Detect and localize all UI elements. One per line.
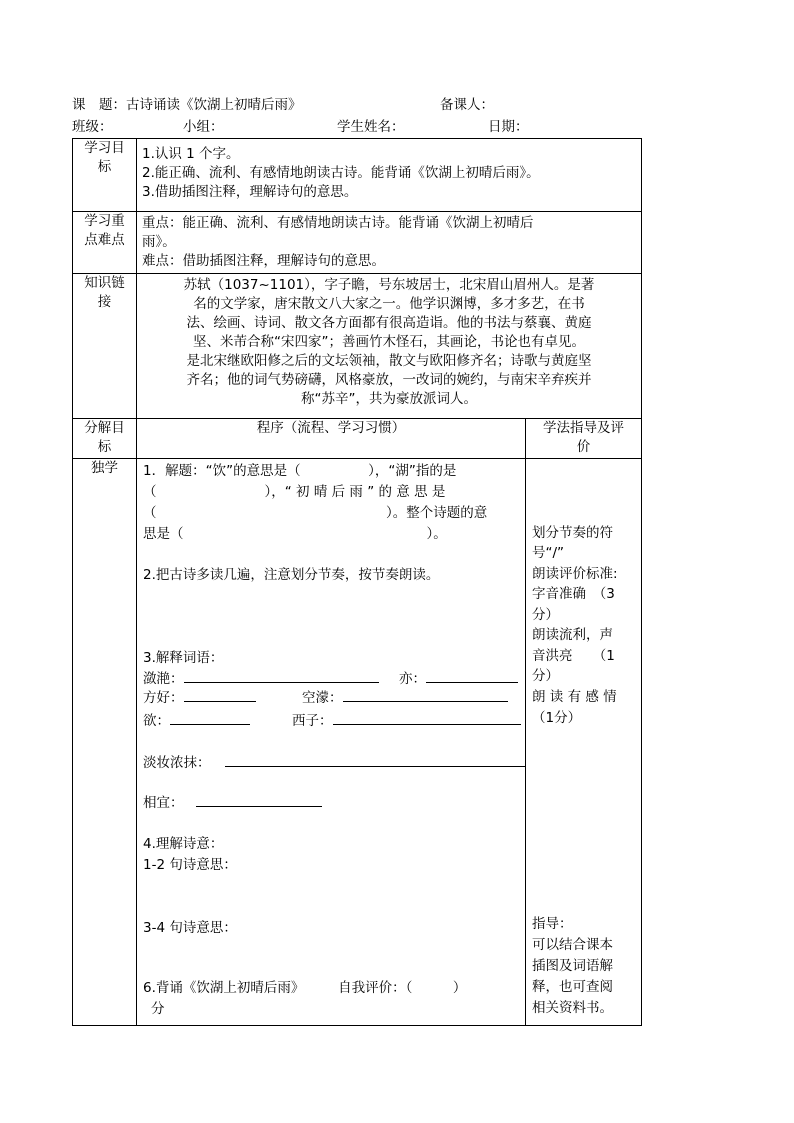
knowledge-line: 坚、米芾合称“宋四家”；善画竹木怪石，其画论，书论也有卓见。 [193,334,585,350]
goals-content [137,139,642,212]
method-line: 朗读评价标准: [532,566,618,582]
knowledge-line: 名的文学家，唐宋散文八大家之一。他学识渊博，多才多艺，在书 [193,296,585,312]
knowledge-row [73,274,642,419]
self-study-label: 独学 [73,459,137,1026]
topic-line [72,96,302,114]
knowledge-label: 知识链 接 [73,274,137,419]
method-line: 音洪亮 （1 [532,648,615,664]
method-line: 朗 读 有 感 情 [532,689,617,705]
answer-blank[interactable] [170,710,250,725]
knowledge-line: 苏轼（1037~1101），字子瞻，号东坡居士，北宋眉山眉州人。是著 [183,277,595,293]
column-header-row [73,419,642,459]
goal-item: 1.认识 1 个字。 [142,146,240,162]
goal-item: 3.借助插图注释，理解诗句的意思。 [142,184,358,200]
column-header-procedure: 程序（流程、学习习惯） [137,419,526,459]
guide-line: 相关资料书。 [532,1000,613,1016]
word-label: 空濛： [302,690,343,706]
key-points-row [73,212,642,274]
word-danzhuang [143,752,525,773]
q1-line-2: （ ），“ 初 晴 后 雨 ” 的 意 思 是 [143,484,446,500]
student-name-label: 学生姓名： [337,119,405,135]
key-points-content [137,212,642,274]
guide-line: 插图及词语解 [532,958,613,974]
date-label: 日期： [488,119,529,135]
word-fanghao [143,687,256,708]
group-label: 小组： [183,119,224,135]
answer-blank[interactable] [225,752,525,767]
answer-blank[interactable] [184,687,256,702]
word-label: 亦： [399,671,426,687]
difficulty-line: 难点：借助插图注释，理解诗句的意思。 [142,253,385,269]
method-line: 分） [532,668,559,684]
method-line: 划分节奏的符 [532,525,613,541]
word-yu [143,710,250,731]
q4-title: 4.理解诗意： [143,836,224,852]
method-line: （1分） [532,710,582,726]
knowledge-content [137,274,642,419]
q1-line-1: 1．解题：“饮”的意思是（ ），“湖”指的是 [143,463,457,479]
preparer-label: 备课人： [440,97,494,113]
word-label: 淡妆浓抹： [143,755,211,771]
q3-title: 3.解释词语： [143,650,224,666]
knowledge-line: 是北宋继欧阳修之后的文坛领袖，散文与欧阳修齐名；诗歌与黄庭坚 [186,353,592,369]
column-header-method: 学法指导及评 价 [526,419,642,459]
method-line: 朗读流利，声 [532,627,613,643]
word-xizi [292,710,521,731]
method-line: 分） [532,607,559,623]
topic-label: 课 题： [72,97,126,113]
key-point-line: 重点：能正确、流利、有感情地朗读古诗。能背诵《饮湖上初晴后 [142,215,534,231]
answer-blank[interactable] [343,687,508,702]
q2-text: 2.把古诗多读几遍，注意划分节奏，按节奏朗读。 [143,567,440,583]
method-line: 字音准确 （3 [532,586,615,602]
word-lianyan [143,668,379,689]
key-point-line: 雨》。 [142,234,176,250]
q4-part-a: 1-2 句诗意思： [143,857,237,873]
q1-line-3: （ ）。整个诗题的意 [143,505,488,521]
key-points-label: 学习重 点难点 [73,212,137,274]
method-line: 号“/” [532,545,565,561]
knowledge-line: 齐名；他的词气势磅礴，风格豪放，一改词的婉约，与南宋辛弃疾并 [186,372,592,388]
class-label: 班级： [72,119,113,135]
lesson-plan-table [72,138,642,1026]
knowledge-line: 称“苏辛”，共为豪放派词人。 [301,391,477,407]
guide-line: 可以结合课本 [532,937,613,953]
goals-row [73,139,642,212]
answer-blank[interactable] [426,668,518,683]
answer-blank[interactable] [333,710,521,725]
column-header-objective: 分解目 标 [73,419,137,459]
word-kongmeng [302,687,508,708]
answer-blank[interactable] [196,792,322,807]
word-yi [399,668,518,689]
word-label: 相宜： [143,795,184,811]
word-label: 潋滟： [143,671,184,687]
word-label: 欲： [143,713,170,729]
q4-part-b: 3-4 句诗意思： [143,920,237,936]
knowledge-line: 法、绘画、诗词、散文各方面都有很高造诣。他的书法与蔡襄、黄庭 [186,315,592,331]
self-study-content [137,459,526,1026]
word-label: 西子： [292,713,333,729]
goal-item: 2.能正确、流利、有感情地朗读古诗。能背诵《饮湖上初晴后雨》。 [142,165,540,181]
self-study-row [73,459,642,1026]
q6-line-1: 6.背诵《饮湖上初晴后雨》 自我评价：（ ） [143,980,467,996]
lesson-title: 古诗诵读《饮湖上初晴后雨》 [126,97,302,113]
answer-blank[interactable] [184,668,379,683]
q6-line-2: 分 [151,1001,165,1017]
q1-line-4: 思是（ ）。 [143,526,447,542]
word-label: 方好： [143,690,184,706]
method-content [526,459,642,1026]
guide-line: 指导： [532,916,573,932]
guide-line: 释，也可查阅 [532,979,613,995]
word-xiangyi [143,792,322,813]
goals-label: 学习目 标 [73,139,137,212]
